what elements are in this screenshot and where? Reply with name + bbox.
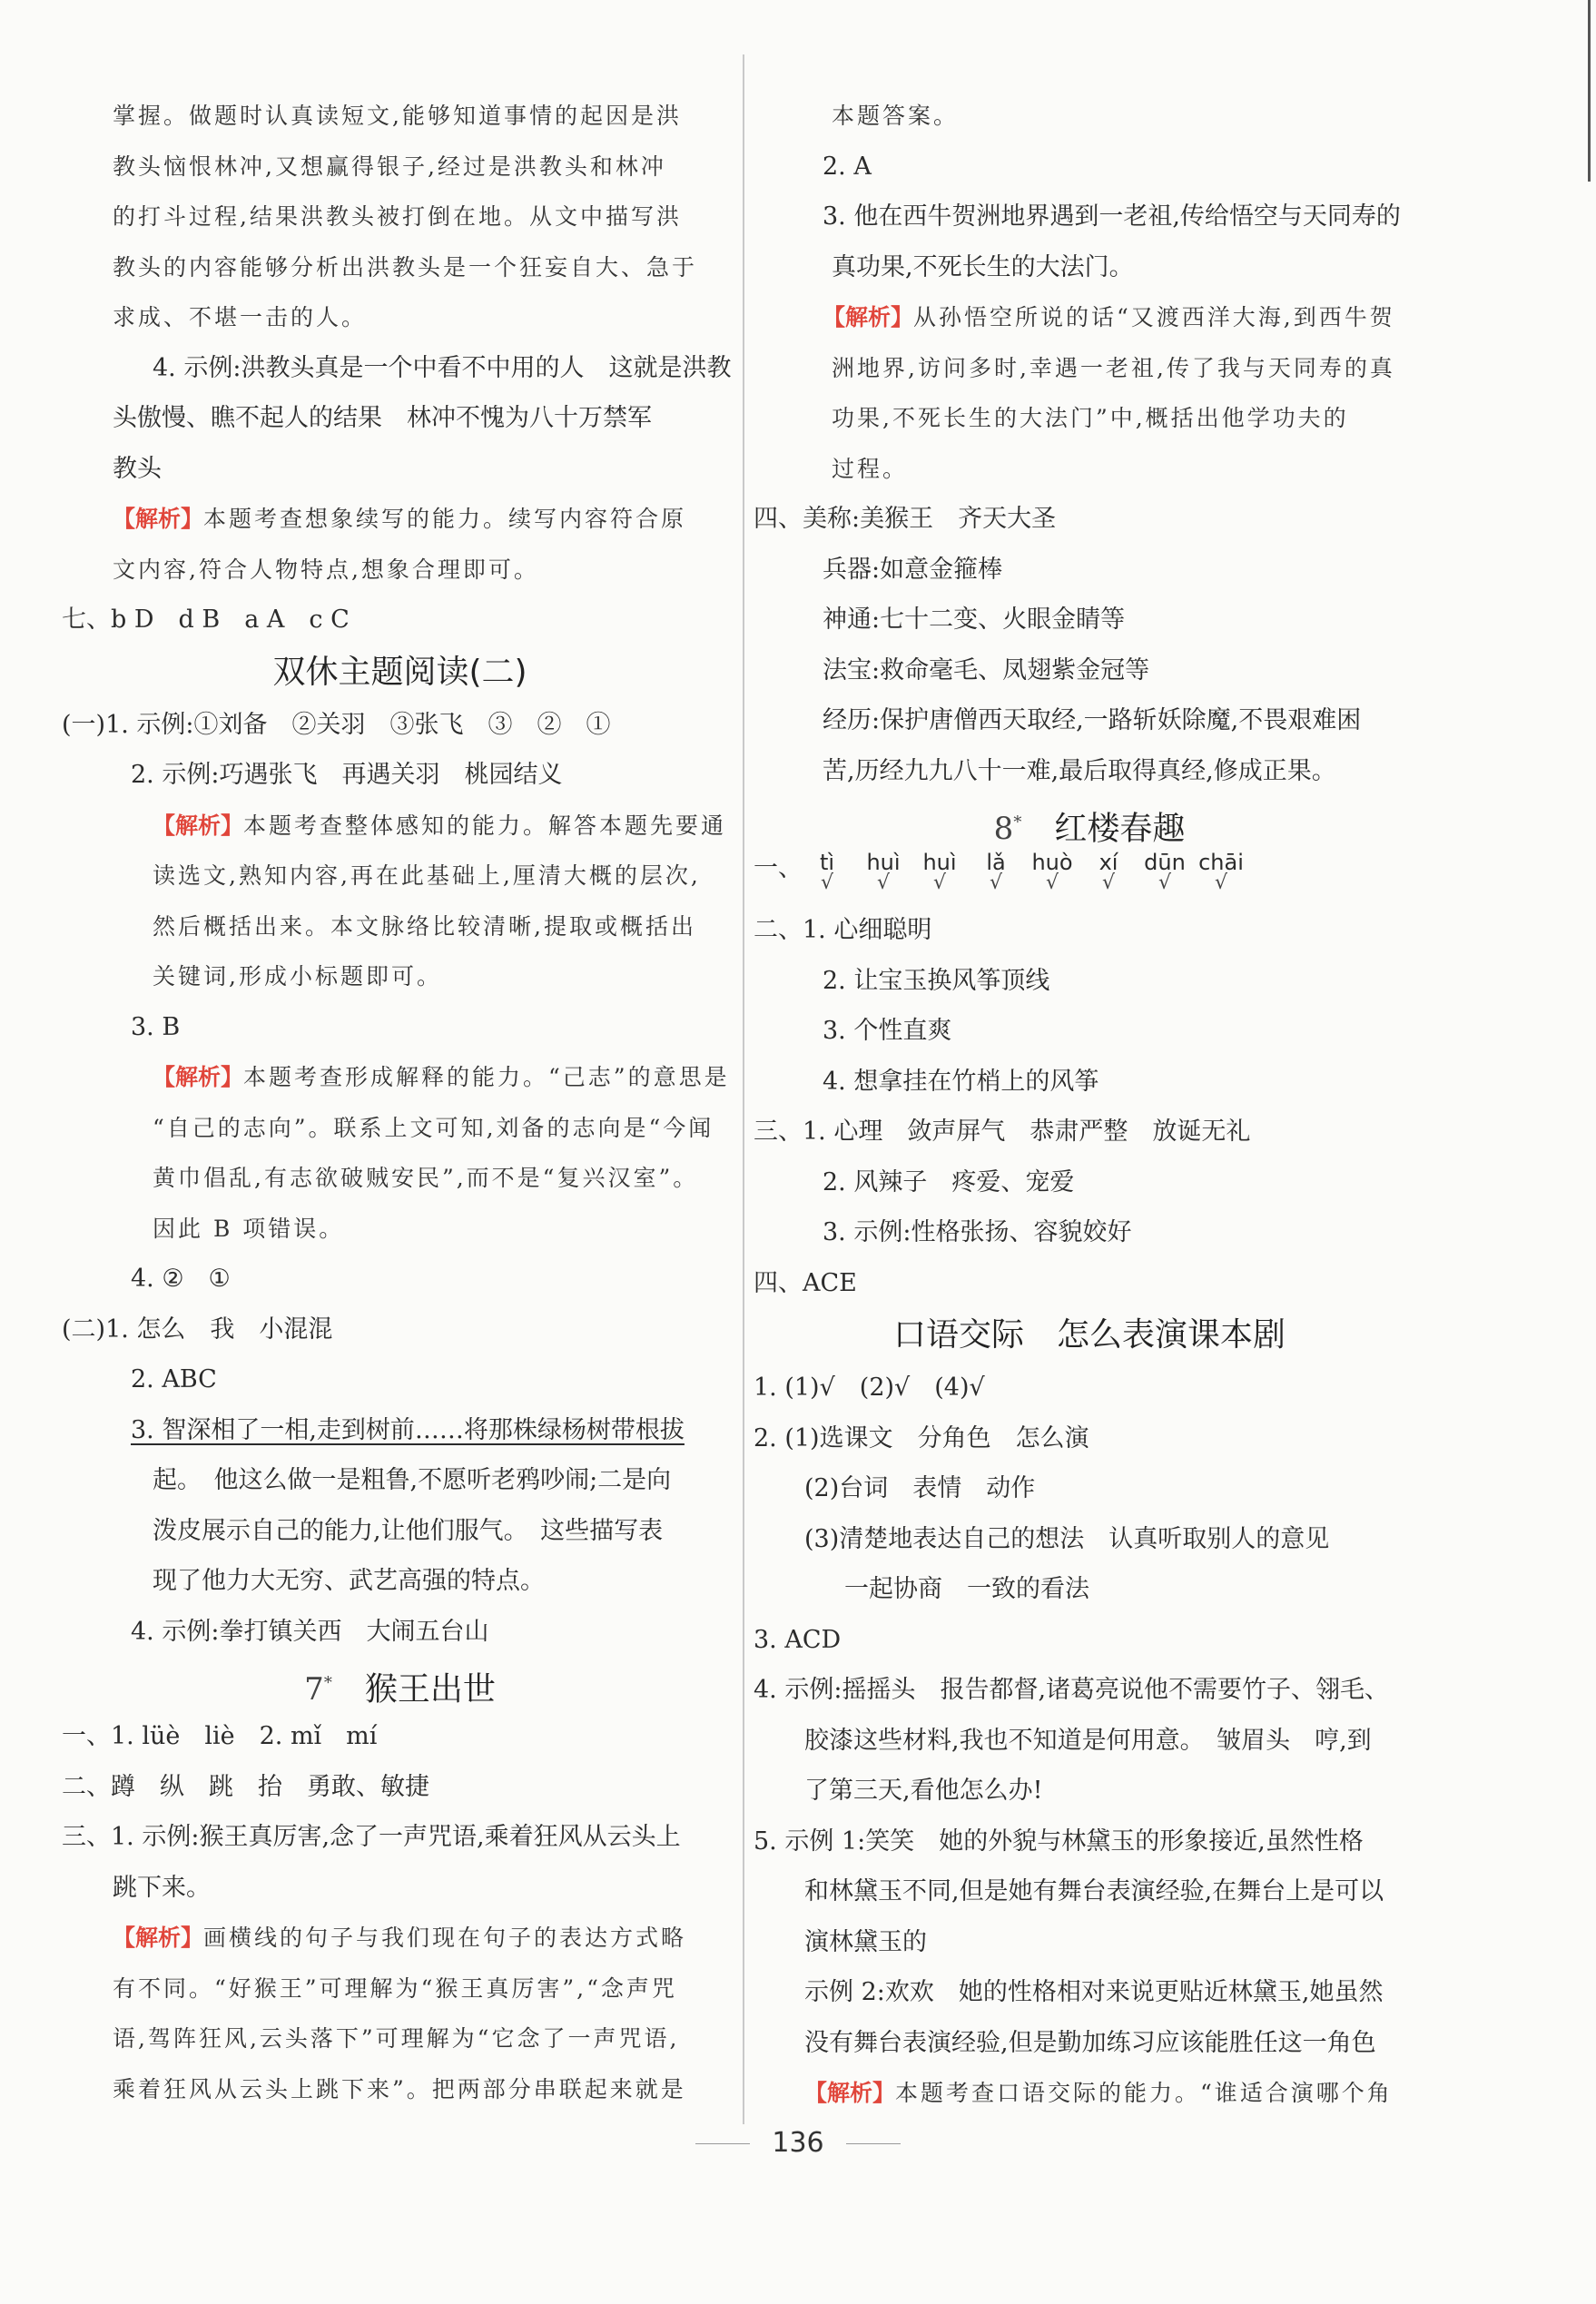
line-text: 洲地界,访问多时,幸遇一老祖,传了我与天同寿的真	[832, 354, 1395, 381]
answer-line	[62, 1254, 738, 1305]
line-text: 3. ACD	[754, 1625, 842, 1654]
check-mark: √	[1158, 871, 1172, 894]
line-text: 读选文,熟知内容,再在此基础上,厘清大概的层次,	[153, 862, 701, 889]
pinyin-item	[1197, 851, 1246, 892]
answer-line	[62, 91, 738, 142]
pinyin-item	[803, 851, 852, 892]
line-text: 演林黛玉的	[804, 1927, 927, 1956]
check-mark: √	[1101, 871, 1116, 894]
answer-line	[62, 750, 738, 801]
line-text: 语,驾阵狂风,云头落下”可理解为“它念了一声咒语,	[113, 2025, 680, 2052]
answer-line	[754, 645, 1425, 696]
line-text: 求成、不堪一击的人。	[113, 304, 368, 330]
line-text: 教头的内容能够分析出洪教头是一个狂妄自大、急于	[113, 253, 698, 281]
answer-line	[62, 1305, 738, 1355]
line-text: 头傲慢、瞧不起人的结果 林冲不愧为八十万禁军	[113, 404, 652, 432]
answer-line	[62, 444, 738, 495]
answer-line	[62, 393, 738, 444]
line-text: 3. 个性直爽	[823, 1017, 952, 1045]
line-text: 2. (1)选课文 分角色 怎么演	[754, 1423, 1089, 1452]
column-divider	[743, 54, 744, 2124]
line-text: 经历:保护唐僧西天取经,一路斩妖除魔,不畏艰难困	[823, 706, 1362, 734]
answer-line	[62, 2014, 738, 2064]
answer-line	[754, 1817, 1425, 1867]
pinyin-syllable: huì	[922, 850, 957, 875]
line-text: (2)台词 表情 动作	[804, 1474, 1036, 1502]
line-text: 现了他力大无穷、武艺高强的特点。	[153, 1567, 545, 1595]
line-text: 本题考查想象续写的能力。续写内容符合原	[203, 506, 687, 532]
answer-line	[62, 1153, 738, 1204]
pinyin-syllable: xí	[1098, 850, 1118, 875]
answer-line	[754, 1665, 1425, 1716]
answer-line	[62, 545, 738, 596]
answer-line	[754, 956, 1425, 1007]
line-text: 5. 示例 1:笑笑 她的外貌与林黛玉的形象接近,虽然性格	[754, 1826, 1364, 1856]
answer-line	[754, 1057, 1425, 1108]
answer-line	[62, 1762, 738, 1813]
answer-line	[754, 545, 1425, 596]
answer-line	[62, 1964, 738, 2014]
answer-line	[62, 951, 738, 1002]
line-text: 4. 示例:洪教头真是一个中看不中用的人 这就是洪教	[153, 353, 732, 382]
line-text: 2. 风辣子 疼爱、宠爱	[823, 1167, 1075, 1196]
line-text: 本题答案。	[832, 103, 960, 129]
answer-line	[62, 1405, 738, 1456]
pinyin-item	[1084, 851, 1133, 892]
line-text: 真功果,不死长生的大法门。	[832, 252, 1134, 281]
section-title-text: 猴王出世	[364, 1670, 496, 1708]
check-mark: √	[820, 871, 834, 894]
answer-line	[62, 242, 738, 293]
line-text: 黄巾倡乱,有志欲破贼安民”,而不是“复兴汉室”。	[153, 1165, 699, 1191]
analysis-tag: 【解析】	[823, 304, 914, 330]
pinyin-item	[859, 851, 908, 892]
answer-line	[754, 746, 1425, 797]
answer-line	[62, 1556, 738, 1607]
answer-line	[62, 1863, 738, 1914]
line-text: 四、ACE	[754, 1268, 857, 1297]
left-column	[62, 91, 738, 2114]
answer-line	[62, 142, 738, 192]
analysis-line	[62, 1052, 738, 1103]
page-footer	[0, 2127, 1596, 2159]
answer-line	[754, 444, 1425, 495]
pinyin-syllable: huì	[866, 850, 901, 875]
line-text: 然后概括出来。本文脉络比较清晰,提取或概括出	[153, 912, 696, 940]
line-text: 神通:七十二变、火眼金睛等	[823, 606, 1126, 634]
answer-line	[62, 1506, 738, 1557]
line-text: 画横线的句子与我们现在句子的表达方式略	[203, 1925, 687, 1951]
analysis-line	[754, 292, 1425, 343]
footer-rule-right	[846, 2143, 901, 2144]
line-text: 苦,历经九九八十一难,最后取得真经,修成正果。	[823, 756, 1336, 785]
answer-line	[754, 1866, 1425, 1917]
line-text: (二)1. 怎么 我 小混混	[62, 1314, 333, 1344]
answer-line	[62, 901, 738, 952]
pinyin-item	[915, 851, 964, 892]
answer-line	[754, 1716, 1425, 1767]
analysis-line	[62, 1913, 738, 1964]
line-text: 教头恼恨林冲,又想赢得银子,经过是洪教头和林冲	[113, 153, 666, 180]
answer-line	[62, 700, 738, 751]
footer-rule-left	[695, 2143, 750, 2144]
pinyin-syllable: dūn	[1144, 850, 1186, 875]
answer-line	[754, 1766, 1425, 1817]
line-text: 本题考查形成解释的能力。“己志”的意思是	[243, 1064, 730, 1090]
section-title	[62, 645, 738, 700]
line-text: 1. (1)√ (2)√ (4)√	[754, 1374, 985, 1402]
line-text: 4. 想拿挂在竹梢上的风筝	[823, 1067, 1099, 1096]
answer-line	[62, 292, 738, 343]
answer-line	[62, 1002, 738, 1053]
pinyin-answer-line	[754, 851, 1425, 905]
answer-line	[754, 1157, 1425, 1208]
pinyin-item	[971, 851, 1020, 892]
answer-line	[62, 851, 738, 901]
lesson-number	[304, 1671, 332, 1708]
analysis-line	[754, 2068, 1425, 2119]
line-text: 4. 示例:拳打镇关西 大闹五台山	[131, 1617, 489, 1646]
line-text: “自己的志向”。联系上文可知,刘备的志向是“今闻	[153, 1114, 714, 1141]
line-text: 跳下来。	[113, 1873, 211, 1902]
answer-line	[754, 1514, 1425, 1565]
answer-line	[62, 1607, 738, 1658]
answer-line	[754, 695, 1425, 746]
lesson-number-text: 7	[304, 1671, 324, 1708]
line-text: 过程。	[832, 455, 909, 482]
answer-line	[754, 1006, 1425, 1057]
pinyin-syllable: chāi	[1198, 850, 1244, 875]
answer-line	[754, 2018, 1425, 2069]
line-text: 起。 他这么做一是粗鲁,不愿听老鸦吵闹;二是向	[153, 1466, 672, 1494]
line-text: 三、1. 心理 敛声屏气 恭肃严整 放诞无礼	[754, 1118, 1251, 1146]
right-column	[754, 91, 1425, 2119]
lesson-number	[994, 811, 1022, 847]
check-mark: √	[876, 871, 891, 894]
section-title	[754, 1308, 1425, 1363]
analysis-tag: 【解析】	[113, 1925, 204, 1951]
line-text: 3. 他在西牛贺洲地界遇到一老祖,传给悟空与天同寿的	[823, 202, 1401, 231]
line-text: 掌握。做题时认真读短文,能够知道事情的起因是洪	[113, 103, 682, 129]
line-text: 一起协商 一致的看法	[844, 1575, 1089, 1603]
line-text: 3. 示例:性格张扬、容貌姣好	[823, 1218, 1132, 1246]
line-text: 4. ② ①	[131, 1265, 231, 1293]
lesson-star: *	[1013, 813, 1022, 832]
check-mark: √	[1045, 871, 1059, 894]
line-text: (一)1. 示例:①刘备 ②关羽 ③张飞 ③ ② ①	[62, 710, 611, 739]
line-text: 有不同。“好猴王”可理解为“猴王真厉害”,“念声咒	[113, 1974, 677, 2002]
line-text: 二、1. 心细聪明	[754, 916, 932, 944]
answer-line	[754, 242, 1425, 293]
answer-line	[754, 343, 1425, 394]
line-text: 二、蹲 纵 跳 抬 勇敢、敏捷	[62, 1772, 429, 1801]
pinyin-syllable: huò	[1031, 850, 1073, 875]
line-text: 四、美称:美猴王 齐天大圣	[754, 505, 1057, 533]
answer-line	[754, 91, 1425, 142]
analysis-tag: 【解析】	[153, 812, 244, 839]
answer-line	[754, 1564, 1425, 1615]
answer-line	[754, 1207, 1425, 1258]
analysis-tag: 【解析】	[113, 506, 204, 532]
line-text: 本题考查整体感知的能力。解答本题先要通	[243, 812, 727, 839]
answer-line	[62, 343, 738, 394]
answer-line	[62, 192, 738, 242]
check-mark: √	[989, 871, 1003, 894]
line-text: 2. 让宝玉换风筝顶线	[823, 966, 1050, 995]
line-text: 乘着狂风从云头上跳下来”。把两部分串联起来就是	[113, 2075, 686, 2102]
answer-line	[754, 1258, 1425, 1309]
lesson-star: *	[323, 1674, 332, 1693]
answer-line	[754, 1967, 1425, 2018]
line-text: 了第三天,看他怎么办!	[804, 1777, 1043, 1805]
analysis-line	[62, 801, 738, 852]
line-text: 4. 示例:摇摇头 报告都督,诸葛亮说他不需要竹子、翎毛、	[754, 1676, 1390, 1704]
line-text: 2. A	[823, 152, 872, 181]
answer-line	[754, 1413, 1425, 1464]
line-text: 法宝:救命毫毛、凤翅紫金冠等	[823, 655, 1150, 684]
line-text: 胶漆这些材料,我也不知道是何用意。 皱眉头 哼,到	[804, 1726, 1372, 1755]
answer-line	[754, 1107, 1425, 1157]
line-text: 从孙悟空所说的话“又渡西洋大海,到西牛贺	[913, 304, 1395, 330]
answer-line	[754, 494, 1425, 545]
answer-line	[754, 1615, 1425, 1666]
line-text: 泼皮展示自己的能力,让他们服气。 这些描写表	[153, 1516, 664, 1545]
answer-line	[754, 142, 1425, 192]
line-text: 3. B	[131, 1012, 181, 1041]
analysis-line	[62, 494, 738, 545]
line-text: 功果,不死长生的大法门”中,概括出他学功夫的	[832, 405, 1349, 431]
section-title	[62, 1657, 738, 1711]
answer-line	[754, 192, 1425, 242]
section-title-text: 口语交际 怎么表演课本剧	[892, 1316, 1286, 1354]
check-mark: √	[932, 871, 947, 894]
answer-line	[754, 1917, 1425, 1968]
line-text: 文内容,符合人物特点,想象合理即可。	[113, 556, 539, 583]
line-text: 3. 智深相了一相,走到树前……将那株绿杨树带根拔	[131, 1415, 685, 1444]
analysis-tag: 【解析】	[153, 1064, 244, 1090]
line-text: 的打斗过程,结果洪教头被打倒在地。从文中描写洪	[113, 203, 682, 230]
line-text: 示例 2:欢欢 她的性格相对来说更贴近林黛玉,她虽然	[804, 1978, 1384, 2006]
check-mark: √	[1214, 871, 1228, 894]
line-text: 没有舞台表演经验,但是勤加练习应该能胜任这一角色	[804, 2028, 1376, 2057]
analysis-tag: 【解析】	[804, 2080, 896, 2106]
line-text: 教头	[113, 454, 162, 483]
line-text: 和林黛玉不同,但是她有舞台表演经验,在舞台上是可以	[804, 1877, 1384, 1905]
answer-line	[62, 1354, 738, 1405]
answer-line	[754, 1363, 1425, 1413]
pinyin-item	[1140, 851, 1189, 892]
answer-line	[754, 595, 1425, 645]
line-text: 一、1. lüè liè 2. mǐ mí	[62, 1722, 378, 1750]
line-text: 本题考查口语交际的能力。“谁适合演哪个角	[895, 2080, 1393, 2106]
answer-line	[62, 1103, 738, 1154]
line-text: 关键词,形成小标题即可。	[153, 963, 442, 990]
line-text: (3)清楚地表达自己的想法 认真听取别人的意见	[804, 1524, 1330, 1553]
section-title-text: 红楼春趣	[1054, 810, 1186, 848]
answer-line	[62, 1711, 738, 1762]
answer-line	[62, 1812, 738, 1863]
answer-line	[754, 905, 1425, 956]
answer-line	[62, 1455, 738, 1506]
answer-line	[754, 393, 1425, 444]
page-number: 136	[772, 2127, 824, 2159]
pinyin-prefix: 一、	[754, 854, 803, 882]
answer-line	[62, 2064, 738, 2115]
pinyin-syllable: lǎ	[986, 850, 1006, 875]
line-text: 2. 示例:巧遇张飞 再遇关羽 桃园结义	[131, 761, 563, 789]
page-edge-mark	[1588, 0, 1591, 182]
line-text: 三、1. 示例:猴王真厉害,念了一声咒语,乘着狂风从云头上	[62, 1823, 681, 1851]
line-text: 兵器:如意金箍棒	[823, 555, 1003, 584]
lesson-number-text: 8	[993, 811, 1014, 848]
line-text: 2. ABC	[131, 1365, 217, 1393]
answer-line	[754, 1463, 1425, 1514]
section-title	[754, 796, 1425, 851]
pinyin-item	[1028, 851, 1077, 892]
answer-line	[62, 1204, 738, 1255]
line-text: 七、b D d B a A c C	[62, 606, 350, 634]
section-title-text: 双休主题阅读(二)	[272, 653, 527, 691]
line-text: 因此 B 项错误。	[153, 1215, 345, 1242]
pinyin-syllable: tì	[819, 850, 835, 875]
answer-line	[62, 595, 738, 645]
